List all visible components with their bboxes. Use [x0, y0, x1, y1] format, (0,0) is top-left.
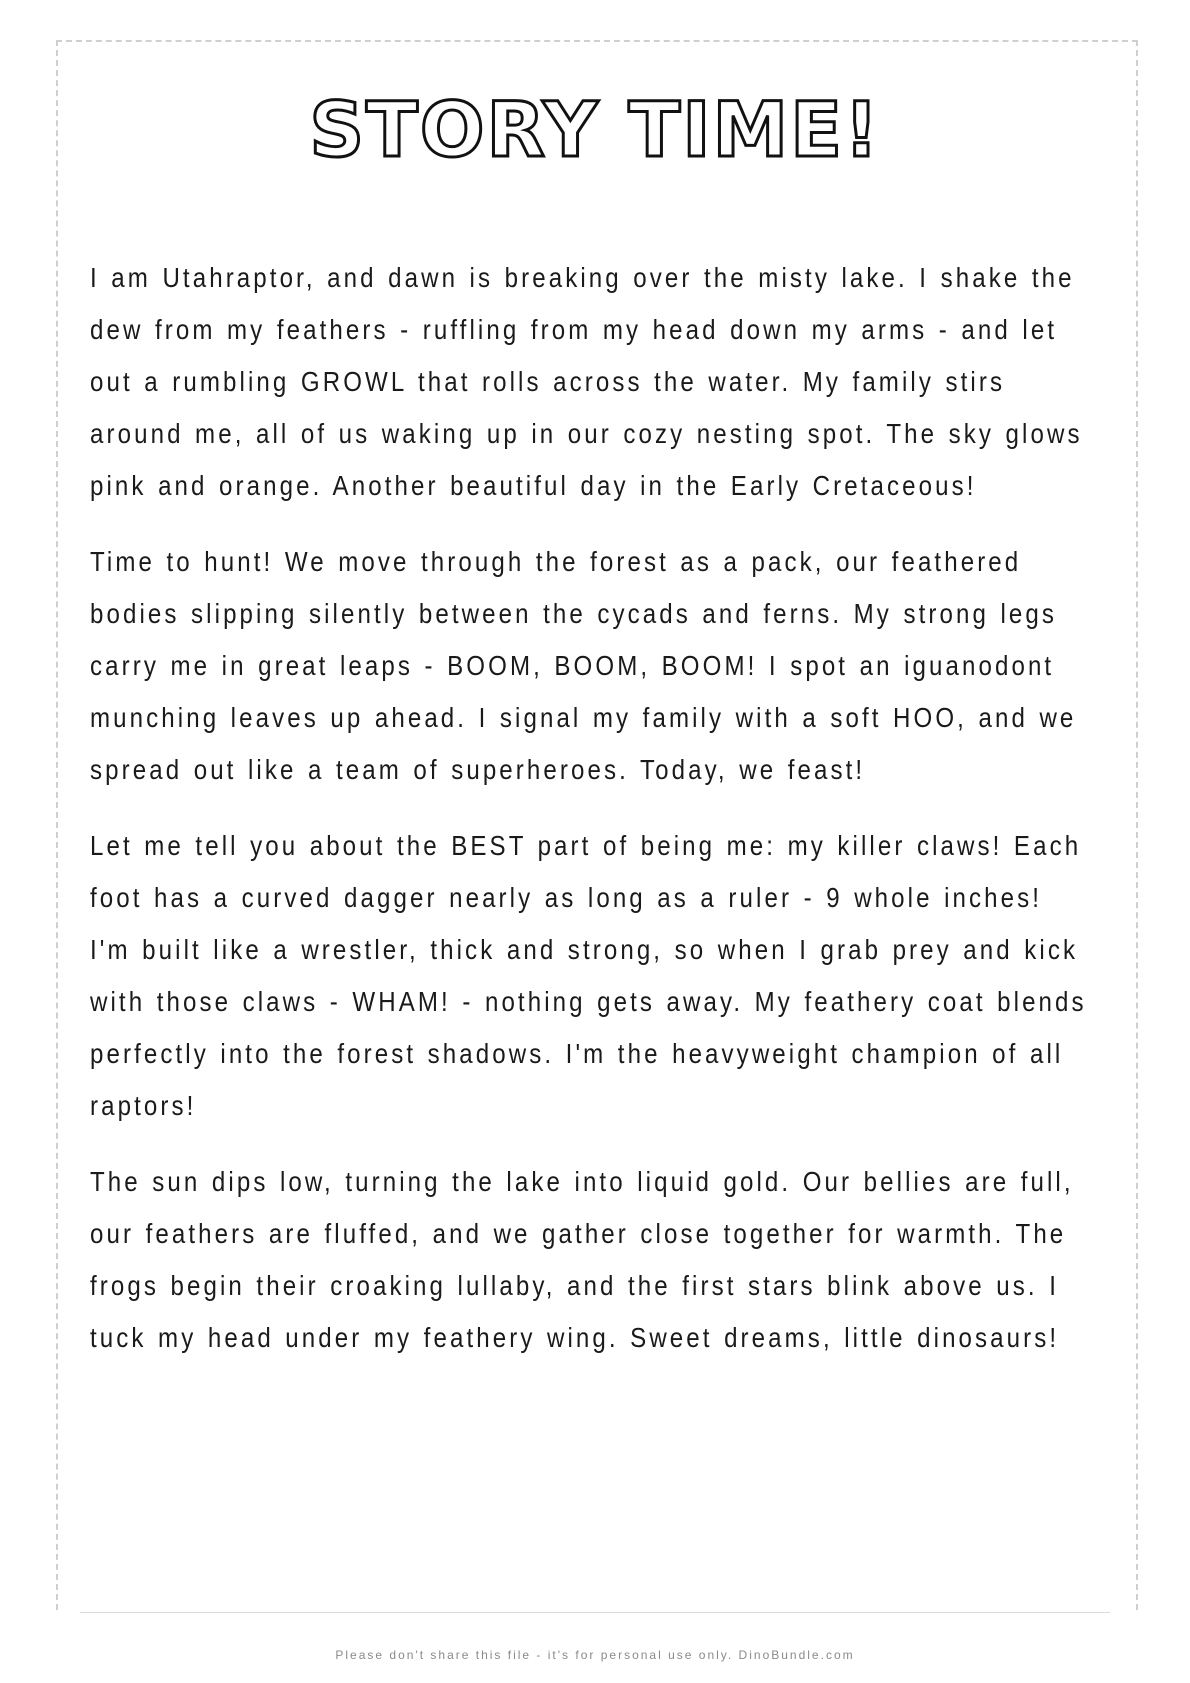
story-paragraph-4: The sun dips low, turning the lake into liquid gold. Our bellies are full, our feathers are fluffed, and we gather close together for warmth. The frogs begin their croaking lullaby, and the first stars blink above us. I tuck my head under my feathery wing. Sweet dreams, little dinosaurs! — [90, 1166, 1074, 1353]
story-paragraph-1: I am Utahraptor, and dawn is breaking over the misty lake. I shake the dew from my feathers - ruffling from my head down my arms - and let out a rumbling GROWL that rolls across the water. My family stirs around me, all of us waking up in our cozy nesting spot. The sky glows pink and orange. Another beautiful day in the Early Cretaceous! — [90, 262, 1083, 501]
page-title: STORY TIME! — [309, 85, 881, 174]
story-body — [90, 252, 1110, 1388]
footer-note: Please don't share this file - it's for personal use only. DinoBundle.com — [335, 1648, 855, 1662]
footer-divider — [80, 1612, 1110, 1613]
story-paragraph-3: Let me tell you about the BEST part of being me: my killer claws! Each foot has a curved dagger nearly as long as a ruler - 9 whole inches! I'm built like a wrestler, thick and strong, so when I grab prey and kick with those claws - WHAM! - nothing gets away. My feathery coat blends perfectly into the forest shadows. I'm the heavyweight champion of all raptors! — [90, 830, 1087, 1121]
story-paragraph-2: Time to hunt! We move through the forest as a pack, our feathered bodies slipping silently between the cycads and ferns. My strong legs carry me in great leaps - BOOM, BOOM, BOOM! I spot an iguanodont munching leaves up ahead. I signal my family with a soft HOO, and we spread out like a team of superheroes. Today, we feast! — [90, 546, 1077, 785]
